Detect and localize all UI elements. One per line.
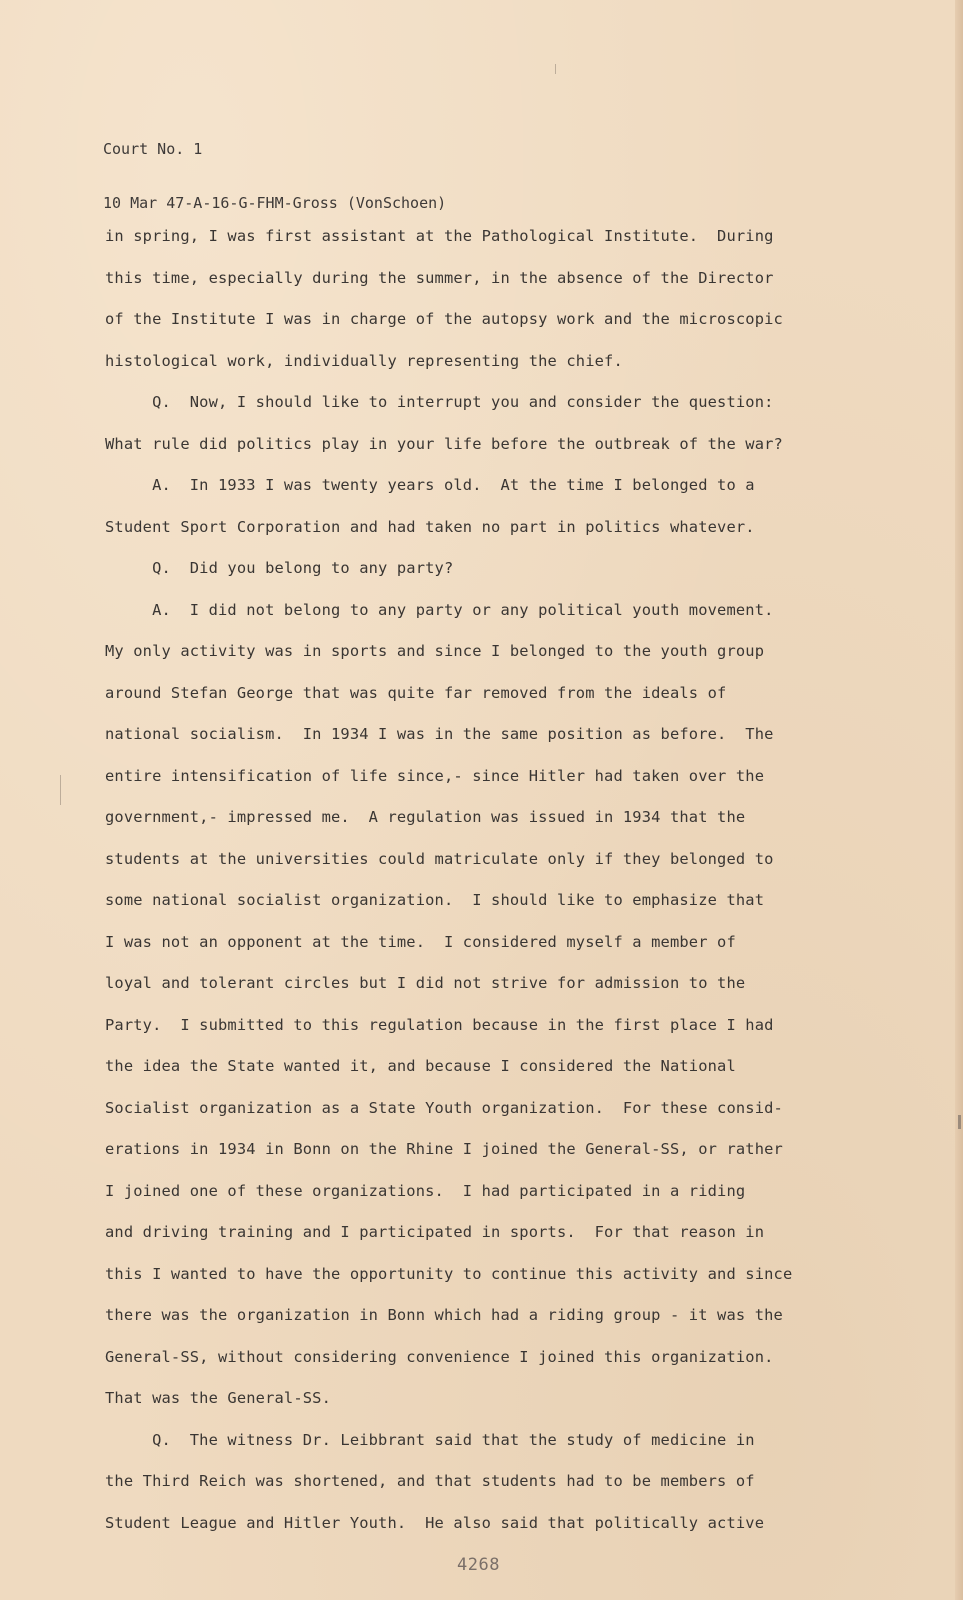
- text-line: and driving training and I participated in sports. For that reason in: [105, 1223, 765, 1241]
- text-line: My only activity was in sports and since I belonged to the youth group: [105, 642, 765, 660]
- page-edge: [955, 0, 963, 1600]
- text-line: this I wanted to have the opportunity to continue this activity and since: [105, 1264, 793, 1283]
- text-line: Student Sport Corporation and had taken no part in politics whatever.: [105, 517, 755, 536]
- text-line: national socialism. In 1934 I was in the same position as before. The: [105, 725, 774, 743]
- text-line: the Third Reich was shortened, and that students had to be members of: [105, 1472, 755, 1490]
- text-line: A. In 1933 I was twenty years old. At the time I belonged to a: [105, 476, 755, 494]
- text-line: government,- impressed me. A regulation was issued in 1934 that the: [105, 808, 746, 826]
- text-line: Student League and Hitler Youth. He also said that politically active: [105, 1513, 765, 1532]
- paper-mark: [60, 775, 61, 805]
- text-line: Q. Now, I should like to interrupt you and consider the question:: [105, 393, 774, 411]
- text-line: loyal and tolerant circles but I did not strive for admission to the: [105, 974, 746, 992]
- text-line: around Stefan George that was quite far removed from the ideals of: [105, 683, 727, 702]
- text-line: That was the General-SS.: [105, 1389, 331, 1407]
- text-line: Q. The witness Dr. Leibbrant said that the study of medicine in: [105, 1430, 755, 1449]
- text-line: some national socialist organization. I should like to emphasize that: [105, 891, 765, 909]
- text-line: I was not an opponent at the time. I considered myself a member of: [105, 932, 736, 951]
- text-line: the idea the State wanted it, and because I considered the National: [105, 1057, 736, 1075]
- text-line: of the Institute I was in charge of the autopsy work and the microscopic: [105, 310, 783, 328]
- text-line: in spring, I was first assistant at the Pathological Institute. During: [105, 227, 774, 245]
- text-line: this time, especially during the summer, in the absence of the Director: [105, 268, 774, 287]
- text-line: General-SS, without considering convenience I joined this organization.: [105, 1347, 774, 1366]
- court-number: Court No. 1: [103, 140, 203, 158]
- text-line: Q. Did you belong to any party?: [105, 559, 454, 577]
- text-line: What rule did politics play in your life before the outbreak of the war?: [105, 434, 783, 453]
- paper-mark: [958, 1115, 961, 1129]
- text-line: Party. I submitted to this regulation because in the first place I had: [105, 1015, 774, 1034]
- transcript-reference: 10 Mar 47-A-16-G-FHM-Gross (VonSchoen): [103, 194, 447, 212]
- text-line: erations in 1934 in Bonn on the Rhine I joined the General-SS, or rather: [105, 1140, 783, 1158]
- page-number: 4268: [457, 1555, 500, 1575]
- paper-mark: [555, 64, 556, 74]
- text-line: there was the organization in Bonn which had a riding group - it was the: [105, 1306, 783, 1324]
- text-line: I joined one of these organizations. I had participated in a riding: [105, 1181, 746, 1200]
- text-line: students at the universities could matriculate only if they belonged to: [105, 849, 774, 868]
- transcript-body: [105, 216, 865, 1544]
- text-line: entire intensification of life since,- since Hitler had taken over the: [105, 766, 765, 785]
- text-line: A. I did not belong to any party or any political youth movement.: [105, 600, 774, 619]
- text-line: histological work, individually representing the chief.: [105, 351, 623, 370]
- text-line: Socialist organization as a State Youth organization. For these consid-: [105, 1098, 783, 1117]
